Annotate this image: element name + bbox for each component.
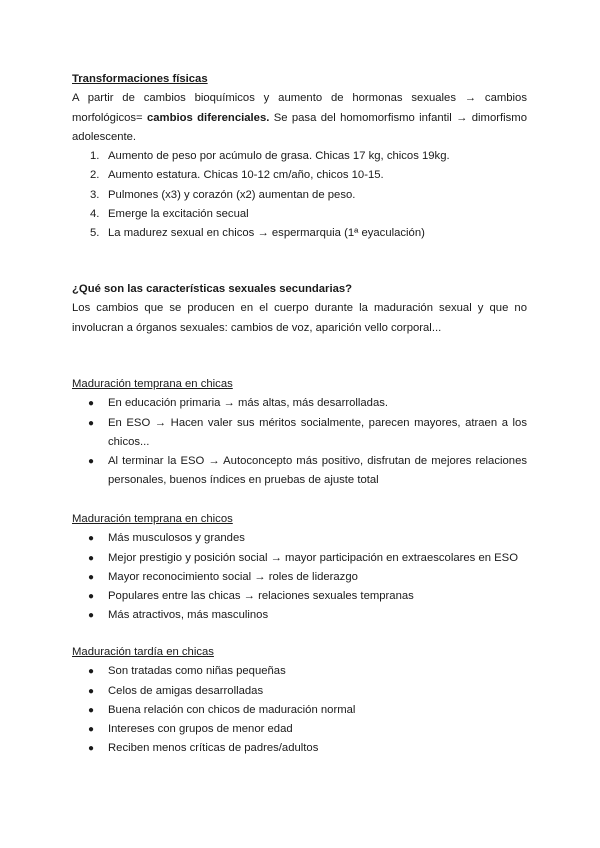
item-number: 3. bbox=[90, 188, 100, 201]
item-text: Emerge la excitación secual bbox=[108, 208, 249, 221]
item-text: Mayor reconocimiento social → roles de liderazgo bbox=[108, 570, 358, 583]
list-item bbox=[72, 682, 527, 701]
section-transformaciones-fisicas bbox=[72, 70, 527, 244]
section-temprana-chicos bbox=[72, 510, 527, 626]
item-number: 5. bbox=[90, 227, 100, 240]
list-item bbox=[72, 701, 527, 720]
intro-text-bold: cambios diferenciales. bbox=[146, 111, 270, 124]
list-item bbox=[72, 147, 527, 166]
item-text: Más musculosos y grandes bbox=[108, 532, 245, 545]
section-heading: Maduración temprana en chicos bbox=[72, 513, 233, 525]
list-item bbox=[72, 606, 527, 625]
intro-paragraph bbox=[72, 89, 527, 147]
bullet-icon: ● bbox=[88, 610, 95, 622]
bullet-icon: ● bbox=[88, 743, 95, 755]
item-text: Buena relación con chicos de maduración normal bbox=[108, 703, 356, 716]
list-item bbox=[72, 568, 527, 587]
item-text: Pulmones (x3) y corazón (x2) aumentan de peso. bbox=[108, 188, 356, 201]
list-item bbox=[72, 739, 527, 758]
bullet-icon: ● bbox=[88, 685, 95, 697]
item-text: Al terminar la ESO → Autoconcepto más positivo, disfrutan de mejores relaciones personales, buenos índices en pruebas de ajuste total bbox=[108, 455, 527, 487]
section-heading: Maduración temprana en chicas bbox=[72, 378, 233, 390]
bullet-list bbox=[72, 662, 527, 758]
bullet-icon: ● bbox=[88, 398, 95, 410]
bullet-icon: ● bbox=[88, 533, 95, 545]
intro-text-end: Se pasa del homomorfismo infantil → dimorfismo adolescente. bbox=[72, 111, 528, 143]
section-tardia-chicas bbox=[72, 643, 527, 759]
item-text: Aumento estatura. Chicas 10-12 cm/año, chicos 10-15. bbox=[108, 169, 384, 182]
bullet-icon: ● bbox=[88, 552, 95, 564]
section-heading: Transformaciones físicas bbox=[72, 73, 208, 85]
bullet-icon: ● bbox=[88, 456, 95, 468]
item-number: 2. bbox=[90, 169, 100, 182]
item-text: Intereses con grupos de menor edad bbox=[108, 723, 293, 736]
bullet-icon: ● bbox=[88, 417, 95, 429]
item-text: Son tratadas como niñas pequeñas bbox=[108, 665, 286, 678]
item-text: En ESO → Hacen valer sus méritos socialmente, parecen mayores, atraen a los chicos... bbox=[108, 416, 527, 448]
bullet-icon: ● bbox=[88, 724, 95, 736]
list-item bbox=[72, 224, 527, 243]
list-item bbox=[72, 166, 527, 185]
item-number: 1. bbox=[90, 150, 100, 163]
bullet-list bbox=[72, 394, 527, 490]
list-item bbox=[72, 394, 527, 413]
item-text: Aumento de peso por acúmulo de grasa. Chicas 17 kg, chicos 19kg. bbox=[108, 150, 450, 163]
bullet-icon: ● bbox=[88, 591, 95, 603]
bullet-icon: ● bbox=[88, 704, 95, 716]
list-item bbox=[72, 549, 527, 568]
item-text: La madurez sexual en chicos → espermarquia (1ª eyaculación) bbox=[108, 227, 425, 240]
list-item bbox=[72, 414, 527, 453]
bullet-icon: ● bbox=[88, 571, 95, 583]
item-text: Celos de amigas desarrolladas bbox=[108, 684, 264, 697]
item-text: Más atractivos, más masculinos bbox=[108, 609, 269, 622]
definition-paragraph: Los cambios que se producen en el cuerpo durante la maduración sexual y que no involucran a órganos sexuales: cambios de voz, aparición vello corporal... bbox=[72, 302, 527, 334]
list-item bbox=[72, 720, 527, 739]
list-item bbox=[72, 452, 527, 491]
item-text: Reciben menos críticas de padres/adultos bbox=[108, 742, 319, 755]
list-item bbox=[72, 205, 527, 224]
item-text: Populares entre las chicas → relaciones sexuales tempranas bbox=[108, 590, 414, 603]
section-caracteristicas-secundarias bbox=[72, 280, 527, 338]
item-text: En educación primaria → más altas, más desarrolladas. bbox=[108, 397, 389, 410]
item-text: Mejor prestigio y posición social → mayor participación en extraescolares en ESO bbox=[108, 551, 519, 564]
intro-text-start: A partir de cambios bioquímicos y aumento de hormonas sexuales → cambios morfológicos= bbox=[72, 92, 527, 124]
item-number: 4. bbox=[90, 208, 100, 221]
section-temprana-chicas bbox=[72, 375, 527, 491]
list-item bbox=[72, 186, 527, 205]
bullet-list bbox=[72, 529, 527, 625]
section-heading: Maduración tardía en chicas bbox=[72, 646, 214, 658]
numbered-list bbox=[72, 147, 527, 243]
list-item bbox=[72, 587, 527, 606]
list-item bbox=[72, 529, 527, 548]
list-item bbox=[72, 662, 527, 681]
bullet-icon: ● bbox=[88, 666, 95, 678]
section-heading: ¿Qué son las características sexuales secundarias? bbox=[72, 283, 353, 295]
